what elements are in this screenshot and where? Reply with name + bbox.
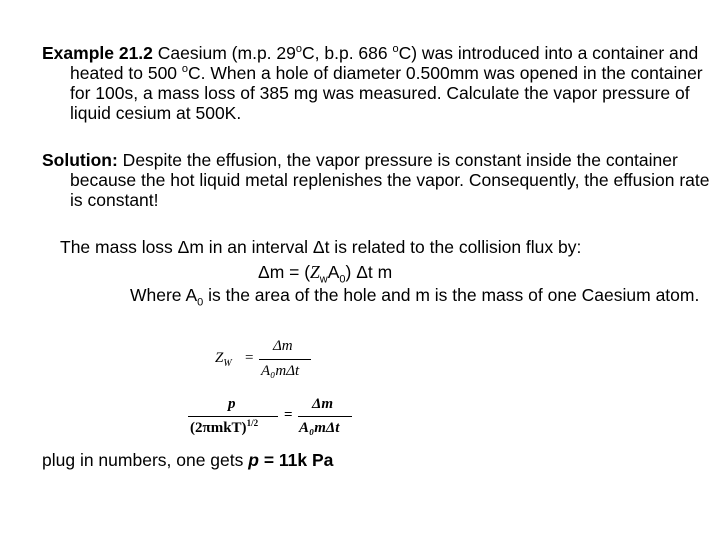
degree-mark-2: o xyxy=(392,43,399,56)
degree-mark-3: o xyxy=(181,63,189,76)
formula-zw-bar xyxy=(259,359,311,360)
formula-p-den-sup: 1/2 xyxy=(246,418,259,428)
solution-paragraph xyxy=(42,150,710,210)
formula-zw-eq: = xyxy=(245,350,254,366)
formula-p-den-text: (2πmkT) xyxy=(190,420,247,436)
where-sub: 0 xyxy=(197,296,204,309)
eq-z: Z xyxy=(310,262,320,282)
formula-zw-sub: W xyxy=(223,358,232,369)
formula-pressure xyxy=(188,396,358,442)
where-paragraph xyxy=(42,285,710,309)
formula-zw-num: Δm xyxy=(273,338,293,354)
eq-left: Δm = ( xyxy=(258,262,311,282)
eq-a: A xyxy=(327,262,340,282)
formula-zw-z: Z xyxy=(215,350,224,366)
example-paragraph xyxy=(42,43,710,123)
formula-p-bar-left xyxy=(188,416,278,417)
result-text: plug in numbers, one gets xyxy=(42,450,249,470)
degree-mark-1: o xyxy=(295,43,302,56)
example-label: Example 21.2 xyxy=(42,43,153,63)
formula-p-num-right: Δm xyxy=(312,396,334,412)
result-p: p xyxy=(248,450,259,470)
result-line xyxy=(42,450,333,470)
example-text-2: C, b.p. 686 xyxy=(302,43,393,63)
mass-loss-equation xyxy=(258,262,393,286)
eq-right: ) Δt m xyxy=(345,262,393,282)
example-text-4: C. When a hole of diameter 0.500mm was opened in the container for 100s, a mass loss of 385 mg was measured. Calculate the vapor pressure of liquid cesium at 500K. xyxy=(70,63,703,123)
solution-text: Despite the effusion, the vapor pressure is constant inside the container because the hot liquid metal replenishes the vapor. Consequently, the effusion rate is constant! xyxy=(70,150,710,210)
example-text-3: C) was introduced into a container and heated to 500 xyxy=(70,43,699,83)
example-text-1: Caesium (m.p. 29 xyxy=(152,43,296,63)
formula-p-eq: = xyxy=(284,407,293,423)
result-value: = 11k Pa xyxy=(258,450,334,470)
formula-zw-lhs xyxy=(215,350,232,367)
formula-p-den-left xyxy=(190,420,258,437)
where-text-2: is the area of the hole and m is the mass of one Caesium atom. xyxy=(203,285,700,305)
formula-p-den-right: A₀mΔt xyxy=(299,420,340,436)
mass-loss-line: The mass loss Δm in an interval Δt is related to the collision flux by: xyxy=(60,237,582,257)
formula-p-bar-right xyxy=(298,416,352,417)
solution-label: Solution: xyxy=(42,150,118,170)
eq-z-sub: w xyxy=(319,273,328,286)
formula-zw-den: A₀mΔt xyxy=(261,363,300,379)
formula-p-num: p xyxy=(228,396,236,412)
eq-a-sub: 0 xyxy=(339,273,346,286)
where-text-1: Where A xyxy=(130,285,198,305)
formula-zw xyxy=(215,338,325,388)
